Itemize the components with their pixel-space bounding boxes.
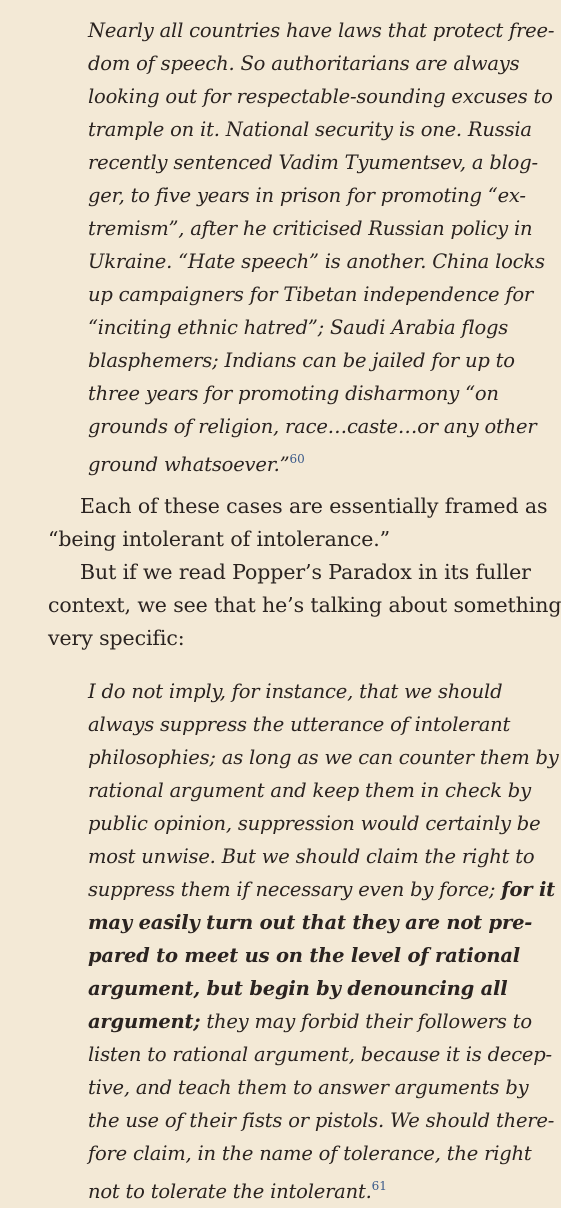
quote-line-bold: pared to meet us on the level of rational	[88, 944, 520, 967]
quote-line: rational argument and keep them in check by	[88, 779, 531, 802]
block-quote-popper	[88, 675, 559, 1203]
paragraph-line: Each of these cases are essentially framed as	[80, 494, 548, 518]
quote-line: “inciting ethnic hatred”; Saudi Arabia flogs	[88, 316, 509, 339]
quote-line: listen to rational argument, because it is decep-	[88, 1043, 552, 1066]
quote-line: Ukraine. “Hate speech” is another. China locks	[88, 250, 545, 273]
quote-line: ger, to five years in prison for promoting “ex-	[88, 184, 526, 207]
quote-line: philosophies; as long as we can counter them by	[88, 746, 559, 769]
paragraph-popper-context	[48, 556, 561, 655]
paragraph-line: But if we read Popper’s Paradox in its fuller	[80, 560, 531, 584]
quote-line: trample on it. National security is one. Russia	[88, 118, 532, 141]
quote-text-normal: they may forbid their followers to	[200, 1010, 532, 1033]
paragraph-line: very specific:	[48, 626, 185, 650]
quote-line: up campaigners for Tibetan independence for	[88, 283, 534, 306]
quote-line: grounds of religion, race…caste…or any other	[88, 415, 537, 438]
quote-line: fore claim, in the name of tolerance, the right	[88, 1142, 532, 1165]
quote-line: tremism”, after he criticised Russian policy in	[88, 217, 533, 240]
footnote-61-marker[interactable]: 61	[371, 1179, 387, 1193]
quote-line-text: ground whatsoever.”	[88, 453, 290, 476]
block-quote-authoritarians	[88, 14, 555, 476]
quote-line: Nearly all countries have laws that protect free-	[88, 19, 555, 42]
footnote-60-marker[interactable]: 60	[289, 452, 305, 466]
quote-line: the use of their fists or pistols. We should there-	[88, 1109, 555, 1132]
quote-line-bold: argument, but begin by denouncing all	[88, 977, 508, 1000]
quote-text-bold: for it	[501, 878, 555, 901]
paragraph-framing	[48, 490, 548, 556]
quote-line: tive, and teach them to answer arguments by	[88, 1076, 529, 1099]
quote-line: always suppress the utterance of intolerant	[88, 713, 511, 736]
quote-line: public opinion, suppression would certainly be	[88, 812, 541, 835]
quote-line: I do not imply, for instance, that we should	[88, 680, 503, 703]
quote-line-text: not to tolerate the intolerant.	[88, 1180, 372, 1203]
quote-line: looking out for respectable-sounding excuses to	[88, 85, 553, 108]
quote-line: recently sentenced Vadim Tyumentsev, a blog-	[88, 151, 538, 174]
quote-line-mixed	[88, 1005, 532, 1038]
quote-line-last	[88, 443, 528, 476]
quote-line: blasphemers; Indians can be jailed for up to	[88, 349, 515, 372]
paragraph-line: “being intolerant of intolerance.”	[48, 527, 391, 551]
quote-line-bold: may easily turn out that they are not pre-	[88, 911, 533, 934]
quote-line-last	[88, 1170, 528, 1203]
quote-line: dom of speech. So authoritarians are always	[88, 52, 520, 75]
quote-text-bold: argument;	[88, 1010, 201, 1033]
quote-line: most unwise. But we should claim the right to	[88, 845, 535, 868]
quote-line-mixed	[88, 873, 555, 906]
quote-text-normal: suppress them if necessary even by force;	[88, 878, 502, 901]
quote-line: three years for promoting disharmony “on	[88, 382, 499, 405]
paragraph-line: context, we see that he’s talking about something	[48, 593, 561, 617]
